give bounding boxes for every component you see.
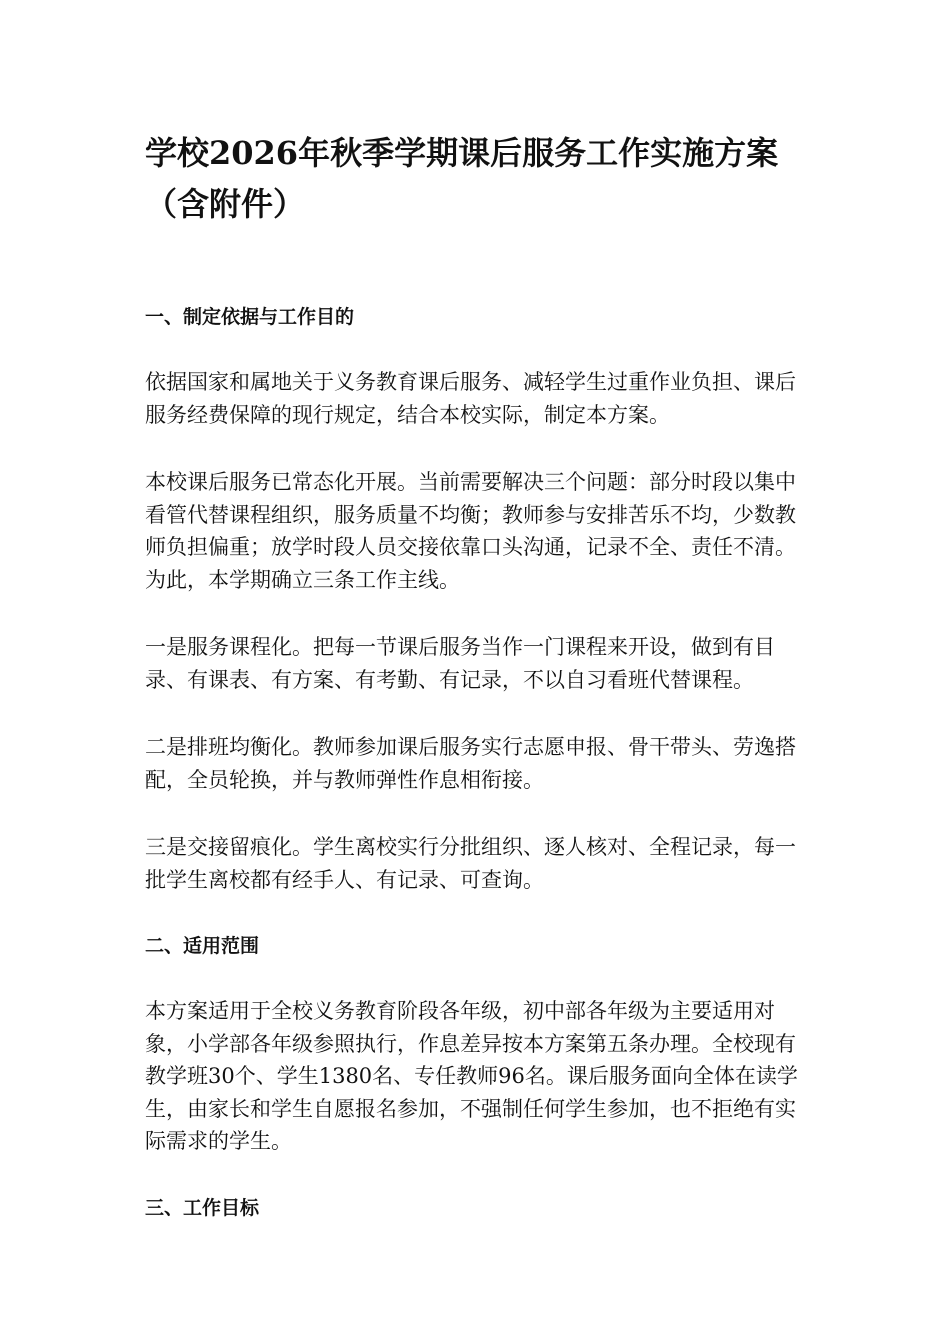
paragraph-mainline-handover: 三是交接留痕化。学生离校实行分批组织、逐人核对、全程记录，每一批学生离校都有经手人、有记录、可查询。 xyxy=(145,835,796,892)
document-title: 学校2026年秋季学期课后服务工作实施方案（含附件） xyxy=(145,134,779,223)
paragraph-mainline-curriculum: 一是服务课程化。把每一节课后服务当作一门课程来开设，做到有目录、有课表、有方案、有考勤、有记录，不以自习看班代替课程。 xyxy=(145,635,775,692)
section-heading-goals: 三、工作目标 xyxy=(145,1196,260,1219)
section-heading-basis: 一、制定依据与工作目的 xyxy=(145,306,355,328)
paragraph-mainline-scheduling: 二是排班均衡化。教师参加课后服务实行志愿申报、骨干带头、劳逸搭配，全员轮换，并与教师弹性作息相衔接。 xyxy=(145,735,796,792)
section-heading-scope: 二、适用范围 xyxy=(145,935,260,957)
document-content xyxy=(145,128,810,1257)
paragraph-scope: 本方案适用于全校义务教育阶段各年级，初中部各年级为主要适用对象，小学部各年级参照执行，作息差异按本方案第五条办理。全校现有教学班30个、学生1380名、专任教师96名。课后服务面向全体在读学生，由家长和学生自愿报名参加，不强制任何学生参加，也不拒绝有实际需求的学生。 xyxy=(145,999,798,1153)
paragraph-basis-intro: 依据国家和属地关于义务教育课后服务、减轻学生过重作业负担、课后服务经费保障的现行规定，结合本校实际，制定本方案。 xyxy=(145,370,796,427)
paragraph-current-problems: 本校课后服务已常态化开展。当前需要解决三个问题：部分时段以集中看管代替课程组织，服务质量不均衡；教师参与安排苦乐不均，少数教师负担偏重；放学时段人员交接依靠口头沟通，记录不全、责任不清。为此，本学期确立三条工作主线。 xyxy=(145,470,796,592)
